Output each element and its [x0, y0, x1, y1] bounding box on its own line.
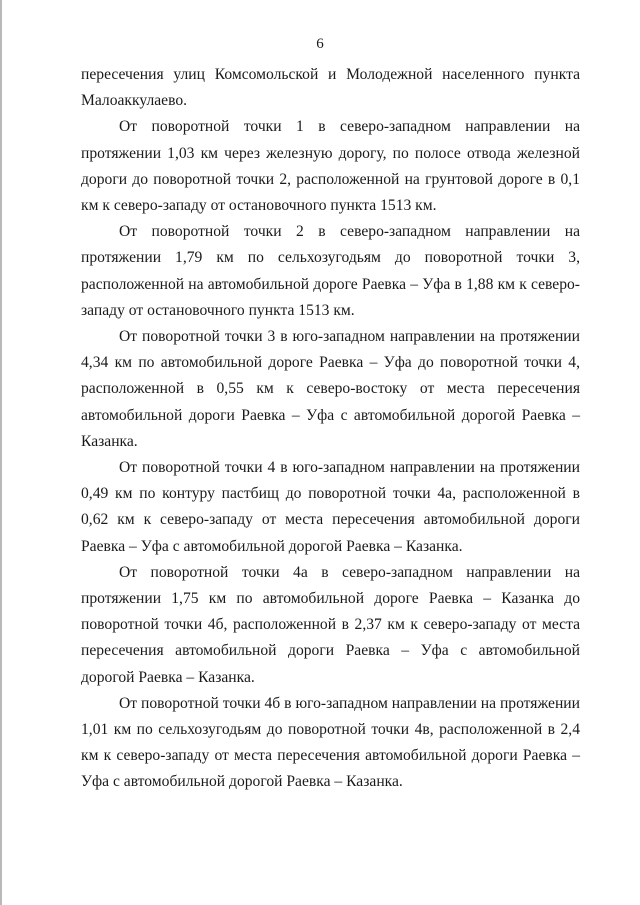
page-number: 6: [316, 36, 324, 52]
paragraph-point-4b: От поворотной точки 4б в юго-западном направлении на протяжении 1,01 км по сельхозугодьям до поворотной точки 4в, расположенной в 2,4 км к северо-западу от места пересечения автомобильной дороги Раевка – Уфа с автомобильной дорогой Раевка – Казанка.: [81, 694, 580, 791]
paragraph-continuation: пересечения улиц Комсомольской и Молодежной населенного пункта Малоаккулаево.: [81, 66, 580, 110]
paragraph-point-4a: От поворотной точки 4а в северо-западном направлении на протяжении 1,75 км по автомобильной дороге Раевка – Казанка до поворотной точки 4б, расположенной в 2,37 км к северо-западу от места пересечения автомобильной дороги Раевка – Уфа с автомобильной дорогой Раевка – Казанка.: [81, 563, 580, 686]
paragraph-point-4: От поворотной точки 4 в юго-западном направлении на протяжении 0,49 км по контуру пастбищ до поворотной точки 4а, расположенной в 0,62 км к северо-западу от места пересечения автомобильной дороги Раевка – Уфа с автомобильной дорогой Раевка – Казанка.: [81, 459, 580, 555]
document-body: [81, 62, 580, 796]
paragraph-point-1: От поворотной точки 1 в северо-западном направлении на протяжении 1,03 км через железную дорогу, по полосе отвода железной дороги до поворотной точки 2, расположенной на грунтовой дороге в 0,1 км к северо-западу от остановочного пункта 1513 км.: [81, 118, 580, 215]
paragraph-point-3: От поворотной точки 3 в юго-западном направлении на протяжении 4,34 км по автомобильной дороге Раевка – Уфа до поворотной точки 4, расположенной в 0,55 км к северо-востоку от места пересечения автомобильной дороги Раевка – Уфа с автомобильной дорогой Раевка – Казанка.: [81, 328, 580, 450]
scan-edge: [0, 0, 2, 905]
paragraph-point-2: От поворотной точки 2 в северо-западном направлении на протяжении 1,79 км по сельхозугодьям до поворотной точки 3, расположенной на автомобильной дороге Раевка – Уфа в 1,88 км к северо-западу от остановочного пункта 1513 км.: [81, 223, 580, 319]
